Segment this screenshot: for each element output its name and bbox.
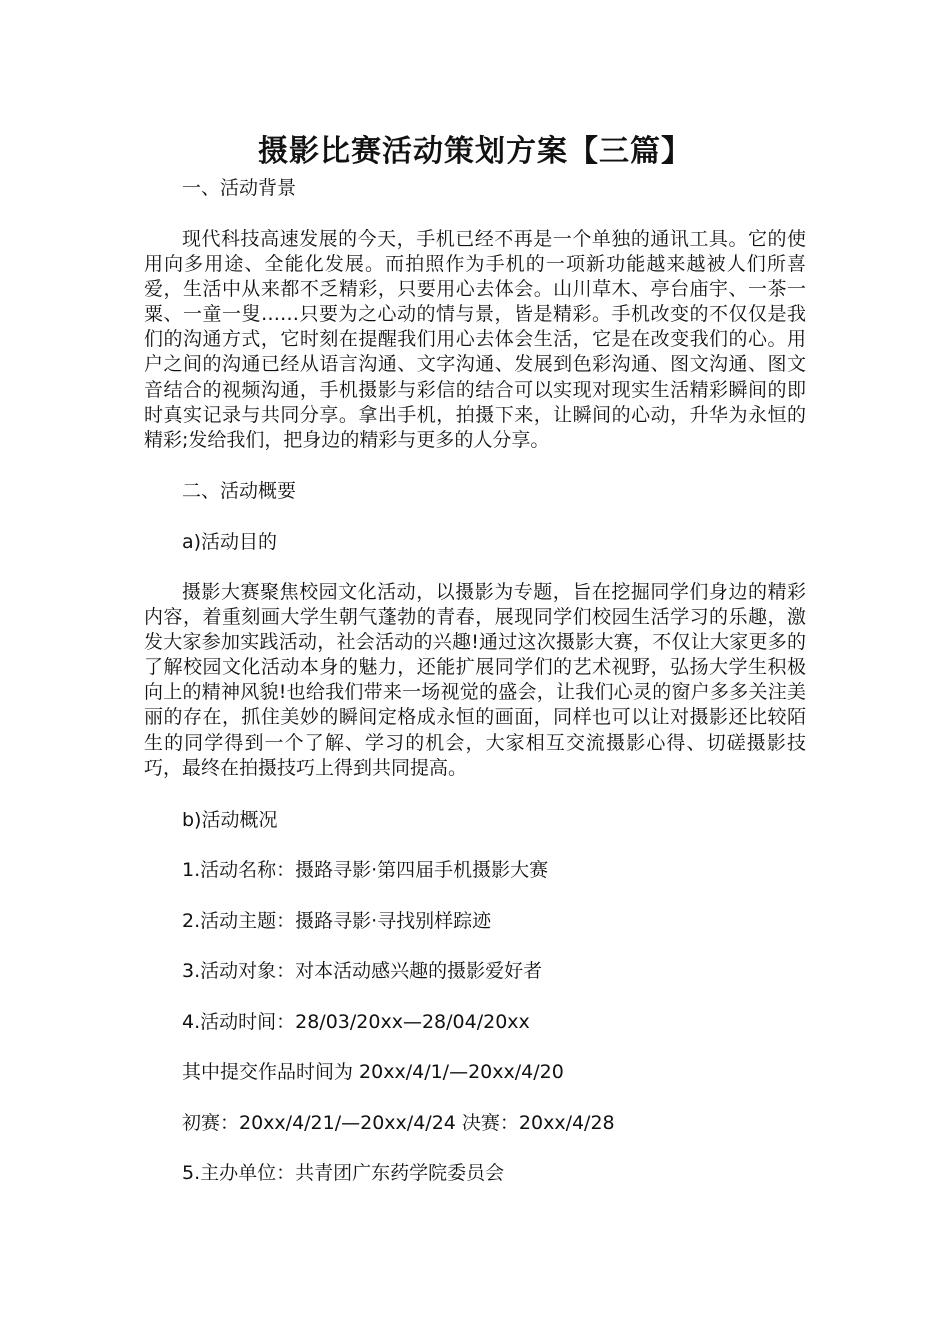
section-heading-background: 一、活动背景 — [182, 177, 297, 199]
document-title: 摄影比赛活动策划方案【三篇】 — [258, 134, 692, 169]
section-heading-overview: 二、活动概要 — [182, 480, 297, 502]
list-item-activity-theme: 2.活动主题：摄路寻影·寻找别样踪迹 — [182, 910, 492, 932]
paragraph-purpose: 摄影大赛聚焦校园文化活动，以摄影为专题，旨在挖掘同学们身边的精彩内容，着重刻画大学生朝气蓬勃的青春，展现同学们校园生活学习的乐趣，激发大家参加实践活动，社会活动的兴趣!通过这次摄影大赛，不仅让大家更多的了解校园文化活动本身的魅力，还能扩展同学们的艺术视野，弘扬大学生积极向上的精神风貌!也给我们带来一场视觉的盛会，让我们心灵的窗户多多关注美丽的存在，抓住美妙的瞬间定格成永恒的画面，同样也可以让对摄影还比较陌生的同学得到一个了解、学习的机会，大家相互交流摄影心得、切磋摄影技巧，最终在拍摄技巧上得到共同提高。 — [144, 581, 806, 779]
list-item-activity-audience: 3.活动对象：对本活动感兴趣的摄影爱好者 — [182, 960, 543, 982]
paragraph-background: 现代科技高速发展的今天，手机已经不再是一个单独的通讯工具。它的使用向多用途、全能化发展。而拍照作为手机的一项新功能越来越被人们所喜爱，生活中从来都不乏精彩，只要用心去体会。山川草木、亭台庙宇、一茶一粟、一童一叟……只要为之心动的情与景，皆是精彩。手机改变的不仅仅是我们的沟通方式，它时刻在提醒我们用心去体会生活，它是在改变我们的心。用户之间的沟通已经从语言沟通、文字沟通、发展到色彩沟通、图文沟通、图文音结合的视频沟通，手机摄影与彩信的结合可以实现对现实生活精彩瞬间的即时真实记录与共同分享。拿出手机，拍摄下来，让瞬间的心动，升华为永恒的精彩;发给我们，把身边的精彩与更多的人分享。 — [144, 228, 806, 451]
list-item-activity-name: 1.活动名称：摄路寻影·第四届手机摄影大赛 — [182, 859, 549, 881]
list-item-activity-time: 4.活动时间：28/03/20xx—28/04/20xx — [182, 1011, 530, 1033]
subheading-purpose: a)活动目的 — [182, 531, 278, 553]
subheading-summary: b)活动概况 — [182, 809, 278, 831]
list-item-organizer: 5.主办单位：共青团广东药学院委员会 — [182, 1162, 505, 1184]
list-item-submission-time: 其中提交作品时间为 20xx/4/1/—20xx/4/20 — [182, 1061, 564, 1083]
list-item-competition-dates: 初赛：20xx/4/21/—20xx/4/24 决赛：20xx/4/28 — [182, 1112, 615, 1134]
